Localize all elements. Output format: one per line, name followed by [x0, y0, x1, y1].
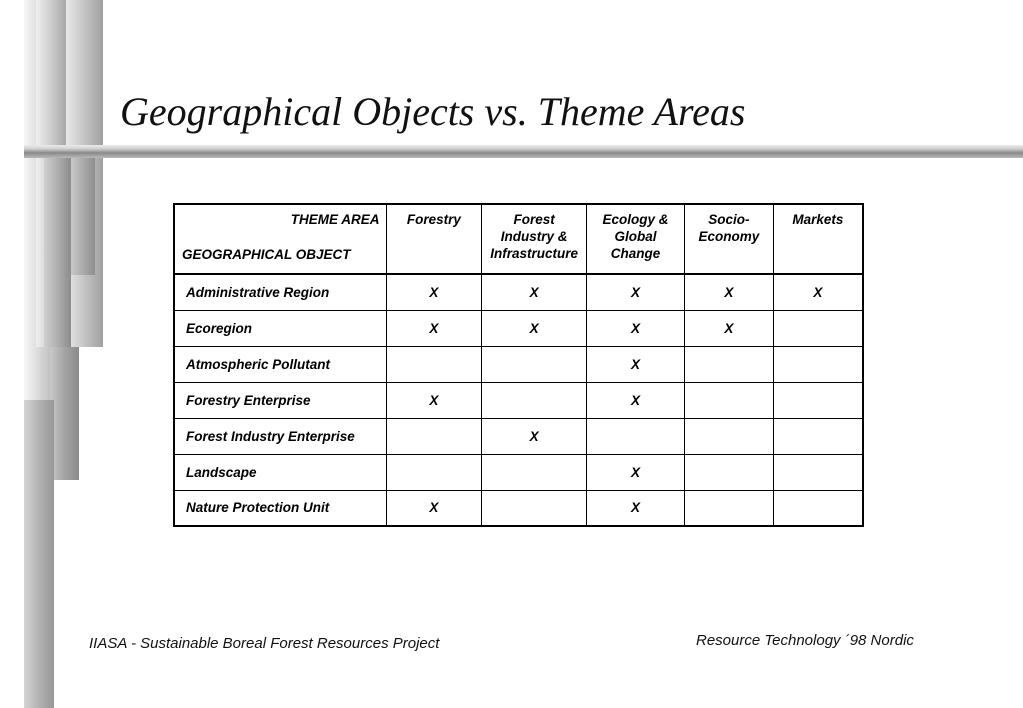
column-header-label: Forestry — [406, 212, 461, 227]
table-cell — [684, 382, 773, 418]
footer-project-name: IIASA - Sustainable Boreal Forest Resources Project — [89, 635, 440, 652]
table-cell — [684, 490, 773, 526]
column-header-socio-economy — [684, 204, 773, 274]
table-row — [174, 454, 863, 490]
row-label: Landscape — [174, 454, 386, 490]
table-cell: X — [386, 382, 482, 418]
decorative-bar — [50, 347, 79, 480]
column-header-label: Socio-Economy — [698, 212, 760, 244]
column-header-forest-industry — [482, 204, 587, 274]
table-cell — [773, 490, 863, 526]
table-cell: X — [587, 274, 685, 310]
table-cell: X — [587, 490, 685, 526]
table-cell: X — [482, 310, 587, 346]
table-cell: X — [482, 418, 587, 454]
table-cell — [482, 454, 587, 490]
table-cell — [386, 418, 482, 454]
row-label: Forestry Enterprise — [174, 382, 386, 418]
row-label: Ecoregion — [174, 310, 386, 346]
table-cell: X — [587, 346, 685, 382]
table-cell — [386, 454, 482, 490]
table-cell: X — [482, 274, 587, 310]
table-cell: X — [773, 274, 863, 310]
theme-area-label: THEME AREA — [290, 212, 380, 227]
geographical-object-label: GEOGRAPHICAL OBJECT — [182, 247, 351, 262]
table-row — [174, 418, 863, 454]
table-row — [174, 274, 863, 310]
table-row — [174, 490, 863, 526]
table-row — [174, 310, 863, 346]
table-cell — [773, 418, 863, 454]
column-header-markets — [773, 204, 863, 274]
table-cell — [684, 346, 773, 382]
table-cell: X — [587, 382, 685, 418]
table-cell: X — [386, 310, 482, 346]
table-cell — [773, 382, 863, 418]
table-cell — [386, 346, 482, 382]
table-cell — [773, 310, 863, 346]
column-header-label: Forest Industry & Infrastructure — [490, 212, 579, 261]
row-label: Nature Protection Unit — [174, 490, 386, 526]
table-cell — [482, 382, 587, 418]
table-cell — [684, 454, 773, 490]
table-row — [174, 346, 863, 382]
footer-conference-name: Resource Technology ´98 Nordic — [696, 632, 914, 649]
title-divider — [24, 145, 1023, 158]
table-cell — [773, 454, 863, 490]
decorative-bar — [24, 400, 54, 708]
table-cell — [482, 346, 587, 382]
table-cell: X — [587, 310, 685, 346]
theme-area-table — [173, 203, 864, 527]
column-header-label: Ecology & Global Change — [602, 212, 669, 261]
column-header-label: Markets — [792, 212, 844, 227]
table-cell — [773, 346, 863, 382]
column-header-forestry — [386, 204, 482, 274]
table-cell — [482, 490, 587, 526]
table-cell: X — [386, 274, 482, 310]
table-cell: X — [386, 490, 482, 526]
table-cell: X — [684, 274, 773, 310]
table-cell: X — [684, 310, 773, 346]
table-cell: X — [587, 454, 685, 490]
row-label: Forest Industry Enterprise — [174, 418, 386, 454]
column-header-ecology — [587, 204, 685, 274]
slide-title: Geographical Objects vs. Theme Areas — [120, 89, 746, 134]
row-label: Atmospheric Pollutant — [174, 346, 386, 382]
header-corner-cell — [174, 204, 386, 274]
row-label: Administrative Region — [174, 274, 386, 310]
table-cell — [587, 418, 685, 454]
table-row — [174, 382, 863, 418]
table-header-row — [174, 204, 863, 274]
table-cell — [684, 418, 773, 454]
